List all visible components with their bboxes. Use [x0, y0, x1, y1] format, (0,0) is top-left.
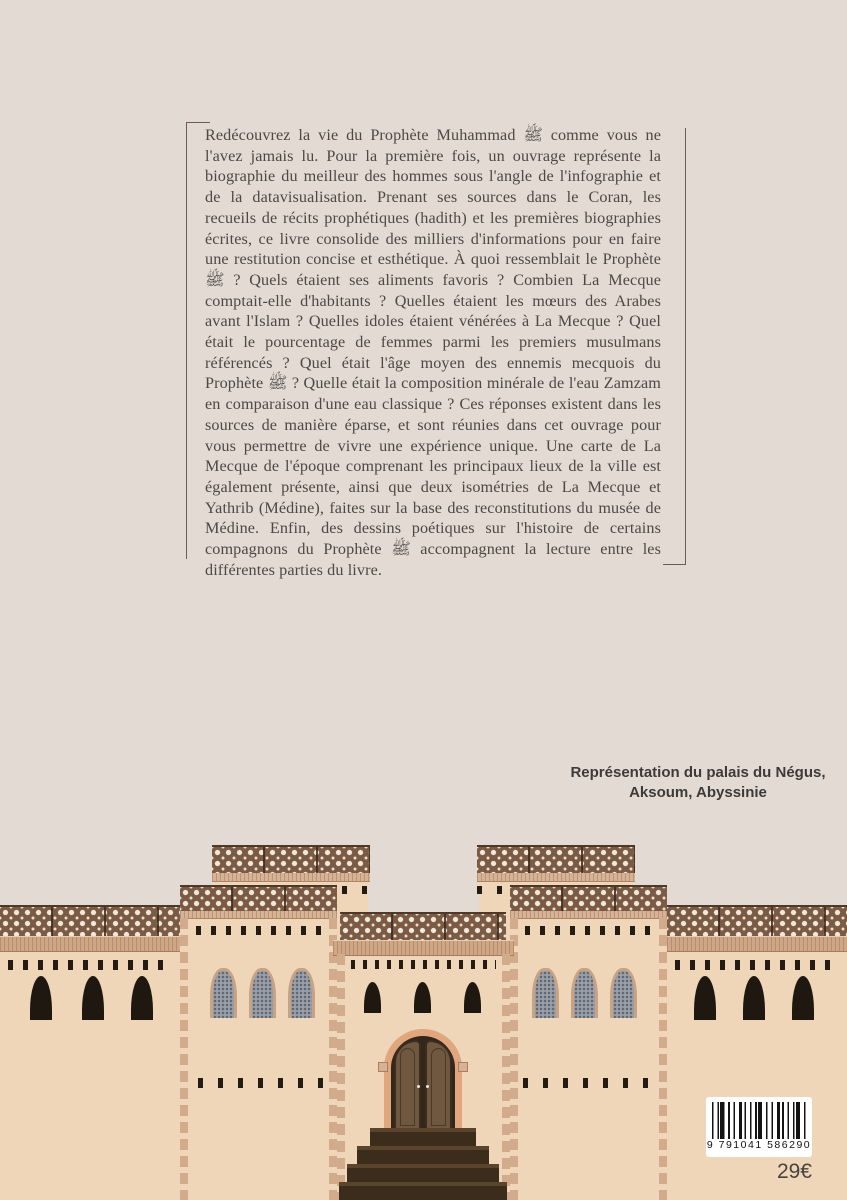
blurb-text: Redécouvrez la vie du Prophète Muhammad ﷺ comme vous ne l'avez jamais lu. Pour la première fois, un ouvrage représente la biographie du meilleur des hommes sous l'angle de l'infographie et de la datavisualisation. Prenant ses sources dans le Coran, les recueils de récits prophétiques (hadith) et les premières biographies écrites, ce livre consolide des milliers d'informations pour en faire une restitution concise et esthétique. À quoi ressemblait le Prophète ﷺ ? Quels étaient ses aliments favoris ? Combien La Mecque comptait-elle d'habitants ? Quelles étaient les mœurs des Arabes avant l'Islam ? Quelles idoles étaient vénérées à La Mecque ? Quel était le pourcentage de femmes parmi les premiers musulmans référencés ? Quel était l'âge moyen des ennemis mecquois du Prophète ﷺ ? Quelle était la composition minérale de l'eau Zamzam en comparaison d'une eau classique ? Ces réponses existent dans les sources de manière éparse, et sont réunies dans cet ouvrage pour vous permettre de vivre une expérience unique. Une carte de La Mecque de l'époque comprenant les principaux lieux de la ville est également présente, ainsi que deux isométries de La Mecque et Yathrib (Médine), faites sur la base des reconstitutions du musée de Médine. Enfin, des dessins poétiques sur l'histoire de certains compagnons du Prophète ﷺ accompagnent la lecture entre les différentes parties du livre. [205, 126, 661, 579]
entrance-impost-right [458, 1062, 468, 1072]
door-handle-left [417, 1085, 420, 1088]
right-tower-right-quoin [659, 918, 667, 1200]
gatehouse-cornice [333, 940, 514, 956]
right-crown-lattice-parapet [477, 845, 635, 873]
gatehouse-left-quoin [337, 954, 345, 1200]
barcode-number: 9 791041 586290 [706, 1139, 812, 1151]
price-label: 29€ [776, 1160, 812, 1183]
entrance-door [391, 1036, 455, 1130]
caption-line-2: Aksoum, Abyssinie [629, 783, 767, 801]
left-crown-machicolation-row [342, 886, 370, 894]
caption-line-1: Représentation du palais du Négus, [570, 764, 826, 781]
left-tower-lattice-parapet [180, 885, 337, 911]
right-crown-machicolation-row [477, 886, 505, 894]
right-tower-wall [510, 911, 667, 1200]
door-panel-right [431, 1048, 446, 1126]
step-3 [347, 1164, 499, 1182]
right-wing-machicolation-row [675, 960, 839, 970]
right-tower-lattice-parapet [510, 885, 667, 911]
right-tower-lower-machicolation-row [523, 1078, 649, 1088]
left-tower-parapet-base [180, 911, 337, 919]
gatehouse-right-quoin [502, 954, 510, 1200]
door-leaf-right [425, 1040, 452, 1130]
step-4 [339, 1182, 507, 1200]
right-crown-parapet-base [477, 873, 635, 882]
gatehouse-machicolation-row [351, 960, 496, 969]
step-2 [357, 1146, 489, 1164]
right-wing-lattice-parapet [667, 905, 847, 936]
step-1 [370, 1128, 476, 1146]
left-crown-parapet-base [212, 873, 370, 882]
left-wing-cornice [0, 936, 180, 952]
right-wing-cornice [667, 936, 847, 952]
left-tower-lattice-window-3 [288, 968, 315, 1018]
left-tower-left-quoin [180, 918, 188, 1200]
right-tower-lattice-window-1 [532, 968, 559, 1018]
gatehouse-lattice-parapet [340, 912, 506, 940]
left-tower-wall [180, 911, 337, 1200]
door-panel-left [400, 1048, 415, 1126]
left-wing-lattice-parapet [0, 905, 180, 936]
left-tower-lattice-window-2 [249, 968, 276, 1018]
left-tower-lattice-window-1 [210, 968, 237, 1018]
left-crown-lattice-parapet [212, 845, 370, 873]
left-tower-right-quoin [329, 918, 337, 1200]
left-tower-lower-machicolation-row [198, 1078, 324, 1088]
right-tower-machicolation-row [525, 926, 651, 935]
illustration-caption [548, 763, 847, 802]
right-tower-parapet-base [510, 911, 667, 919]
right-tower-lattice-window-2 [571, 968, 598, 1018]
left-tower-machicolation-row [196, 926, 322, 935]
right-tower-lattice-window-3 [610, 968, 637, 1018]
left-wing-machicolation-row [8, 960, 172, 970]
entrance-impost-left [378, 1062, 388, 1072]
right-tower-left-quoin [510, 918, 518, 1200]
barcode [706, 1097, 812, 1157]
door-handle-right [426, 1085, 429, 1088]
barcode-bars [712, 1102, 806, 1139]
blurb-frame-bottomright-bracket [663, 128, 686, 565]
